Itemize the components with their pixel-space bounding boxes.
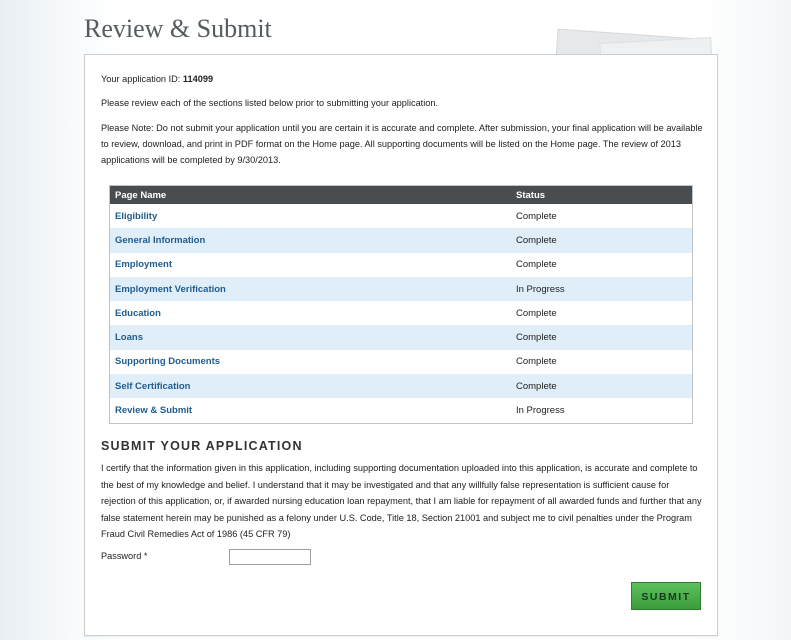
- table-cell-name: [110, 374, 512, 398]
- sections-table: [109, 185, 693, 424]
- password-input[interactable]: [229, 549, 311, 565]
- section-link-education[interactable]: Education: [115, 307, 161, 319]
- table-cell-name: [110, 204, 512, 228]
- table-row: [110, 228, 693, 252]
- submit-heading: SUBMIT YOUR APPLICATION: [101, 439, 303, 453]
- review-panel: [84, 54, 718, 636]
- table-cell-name: [110, 277, 512, 301]
- table-cell-status: In Progress: [516, 405, 565, 417]
- table-cell-name: [110, 301, 512, 325]
- table-row: [110, 301, 693, 325]
- table-cell-status: Complete: [516, 356, 557, 368]
- application-id-label: Your application ID:: [101, 74, 181, 84]
- application-id-value: 114099: [182, 74, 214, 84]
- table-cell-status: Complete: [511, 325, 693, 349]
- section-link-eligibility[interactable]: Eligibility: [115, 210, 158, 222]
- section-link-general-information[interactable]: General Information: [115, 234, 206, 246]
- table-row: [110, 374, 693, 398]
- table-row: [110, 350, 693, 374]
- table-cell-status: Complete: [516, 259, 557, 271]
- table-cell-status: Complete: [511, 374, 693, 398]
- submission-note: Please Note: Do not submit your application until you are certain it is accurate and complete. After submission, your final application will be available to review, download, and print in PDF format on the Home page. All supporting documents will be listed on the Home page. The review of 2013 applications will be completed by 9/30/2013.: [101, 123, 703, 165]
- table-cell-status: Complete: [511, 228, 693, 252]
- table-header-row: [110, 186, 693, 205]
- submit-button[interactable]: SUBMIT: [631, 582, 701, 610]
- application-id: [101, 71, 703, 87]
- table-cell-name: [110, 253, 512, 277]
- table-cell-name: [110, 228, 512, 252]
- table-cell-status: Complete: [516, 210, 557, 222]
- page-title: Review & Submit: [84, 14, 272, 43]
- section-link-review-submit[interactable]: Review & Submit: [115, 405, 193, 417]
- password-label: Password *: [101, 551, 148, 561]
- table-row: [110, 253, 693, 277]
- table-cell-status: In Progress: [511, 277, 693, 301]
- review-instruction: Please review each of the sections listed below prior to submitting your application.: [101, 98, 439, 108]
- section-link-supporting-documents[interactable]: Supporting Documents: [115, 356, 221, 368]
- table-row: [110, 204, 693, 228]
- section-link-loans[interactable]: Loans: [115, 332, 143, 344]
- column-header-page-name: Page Name: [110, 186, 512, 205]
- column-header-status: Status: [511, 186, 693, 205]
- table-cell-name: [110, 398, 512, 423]
- table-row: [110, 277, 693, 301]
- table-cell-name: [110, 350, 512, 374]
- table-row: [110, 325, 693, 349]
- table-cell-name: [110, 325, 512, 349]
- section-link-self-certification[interactable]: Self Certification: [115, 380, 191, 392]
- table-row: [110, 398, 693, 423]
- certification-text: I certify that the information given in this application, including supporting documentation uploaded into this application, is accurate and complete to the best of my knowledge and belief. I understand that it may be investigated and that any willfully false representation is sufficient cause for rejection of this application, or, if awarded nursing education loan repayment, that I am liable for repayment of all awarded funds and further that any false statement herein may be punished as a felony under U.S. Code, Title 18, Section 21001 and subject me to civil penalties under the Program Fraud Civil Remedies Act of 1986 (45 CFR 79): [101, 463, 702, 539]
- section-link-employment[interactable]: Employment: [115, 259, 173, 271]
- section-link-employment-verification[interactable]: Employment Verification: [115, 283, 226, 295]
- table-cell-status: Complete: [516, 307, 557, 319]
